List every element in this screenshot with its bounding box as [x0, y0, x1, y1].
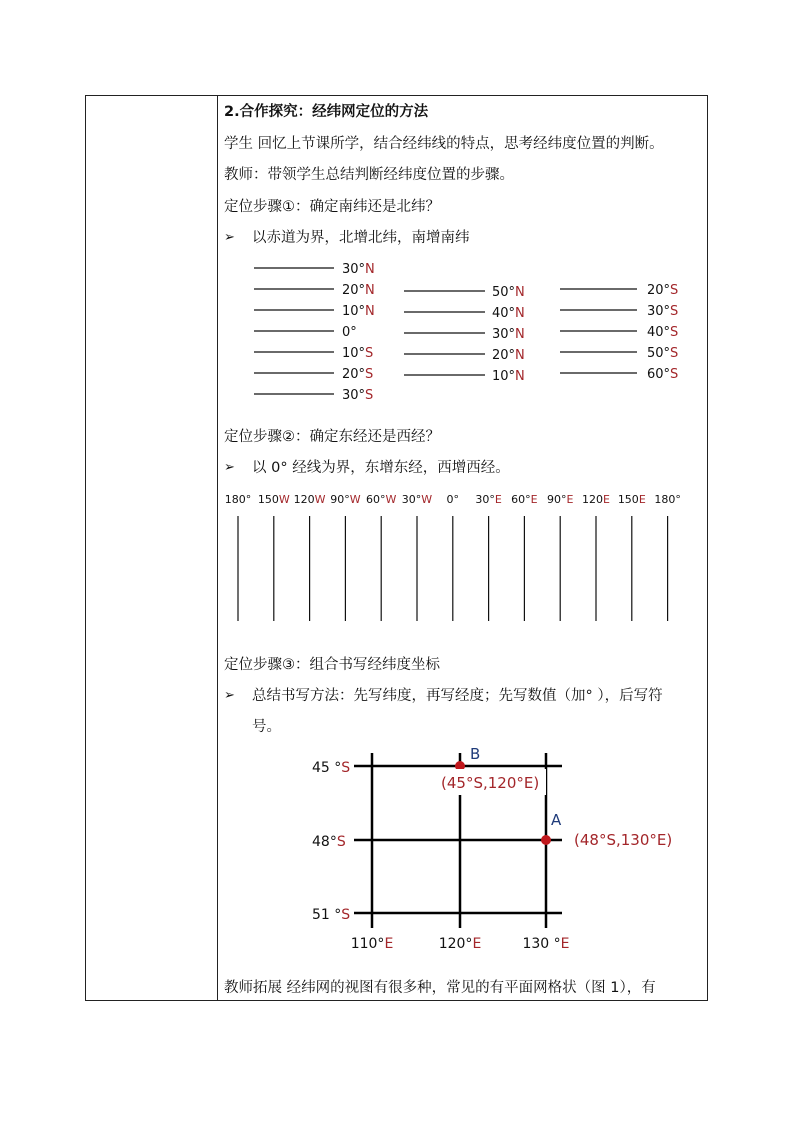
grid-latitude-label: 48°S	[312, 834, 346, 850]
section-heading: 2.合作探究：经纬网定位的方法	[224, 104, 429, 120]
latitude-label: 0°	[342, 325, 357, 340]
grid-longitude-label: 110°E	[350, 936, 394, 952]
point-a-name: A	[551, 811, 562, 829]
latitude-label: 30°N	[492, 327, 525, 342]
latitude-label: 20°S	[647, 283, 679, 298]
grid-figure	[284, 745, 673, 958]
longitude-label: 150W	[257, 493, 290, 506]
grid-latitude-label: 51 °S	[312, 907, 351, 923]
paragraph-teacher: 教师：带领学生总结判断经纬度位置的步骤。	[224, 167, 514, 183]
latitude-label: 20°N	[492, 348, 525, 363]
longitude-label: 30°W	[401, 493, 433, 506]
longitude-label: 150E	[617, 493, 646, 506]
longitude-lines	[225, 493, 681, 621]
latitude-label: 40°S	[647, 325, 679, 340]
longitude-label: 90°W	[330, 493, 361, 506]
point-a-marker	[541, 835, 551, 845]
longitude-label: 60°W	[366, 493, 397, 506]
grid-longitude-label: 120°E	[438, 936, 482, 952]
longitude-label: 120E	[582, 493, 610, 506]
step-3-bullet-text-1: 总结书写方法：先写纬度，再写经度；先写数值（加° ），后写符	[252, 688, 663, 704]
longitude-label: 120W	[293, 493, 326, 506]
grid-longitude-label: 130 °E	[522, 936, 570, 952]
latitude-label: 20°S	[342, 367, 374, 382]
step-3-title: 定位步骤③：组合书写经纬度坐标	[224, 657, 440, 673]
latitude-label: 50°S	[647, 346, 679, 361]
column-divider	[217, 96, 218, 1000]
step-3-bullet-text-2: 号。	[252, 719, 281, 735]
point-b-name: B	[470, 745, 481, 763]
latitude-label: 20°N	[342, 283, 375, 298]
teacher-extension: 教师拓展 经纬网的视图有很多种，常见的有平面网格状（图 1），有	[224, 980, 656, 996]
latitude-label: 10°S	[342, 346, 374, 361]
bullet-arrow-icon: ➢	[224, 230, 235, 245]
bullet-arrow-icon: ➢	[224, 460, 235, 475]
step-3-bullet	[224, 686, 704, 738]
longitude-label: 60°E	[511, 493, 538, 506]
point-b-coordinate: (45°S,120°E)	[441, 774, 540, 792]
grid-points	[436, 745, 672, 849]
longitude-label: 90°E	[546, 493, 574, 506]
latitude-label: 10°N	[492, 369, 525, 384]
latitude-label: 30°S	[647, 304, 679, 319]
step-2-bullet-text: 以 0° 经线为界，东增东经，西增西经。	[252, 460, 510, 476]
longitude-label: 180°	[224, 493, 252, 506]
longitude-figure	[224, 491, 694, 626]
latitude-label: 60°S	[647, 367, 679, 382]
bullet-arrow-icon: ➢	[224, 688, 235, 703]
lesson-table	[85, 95, 708, 1001]
latitude-column-1	[254, 262, 375, 403]
latitude-label: 10°N	[342, 304, 375, 319]
longitude-label: 0°	[446, 493, 460, 506]
latitude-label: 30°S	[342, 388, 374, 403]
latitude-figure	[242, 256, 702, 411]
longitude-label: 30°E	[475, 493, 502, 506]
grid-latitude-label: 45 °S	[312, 760, 351, 776]
paragraph-students: 学生 回忆上节课所学，结合经纬线的特点，思考经纬度位置的判断。	[224, 136, 664, 152]
latitude-label: 30°N	[342, 262, 375, 277]
step-1-bullet	[224, 228, 704, 248]
step-2-title: 定位步骤②：确定东经还是西经？	[224, 429, 440, 445]
latitude-label: 40°N	[492, 306, 525, 321]
latitude-column-2	[404, 285, 525, 384]
latitude-column-3	[560, 283, 678, 382]
step-1-title: 定位步骤①：确定南纬还是北纬？	[224, 199, 440, 215]
point-a-coordinate: (48°S,130°E)	[574, 831, 673, 849]
longitude-label: 180°	[654, 493, 681, 506]
step-2-bullet	[224, 458, 704, 478]
step-1-bullet-text: 以赤道为界，北增北纬，南增南纬	[252, 230, 470, 246]
latitude-label: 50°N	[492, 285, 525, 300]
